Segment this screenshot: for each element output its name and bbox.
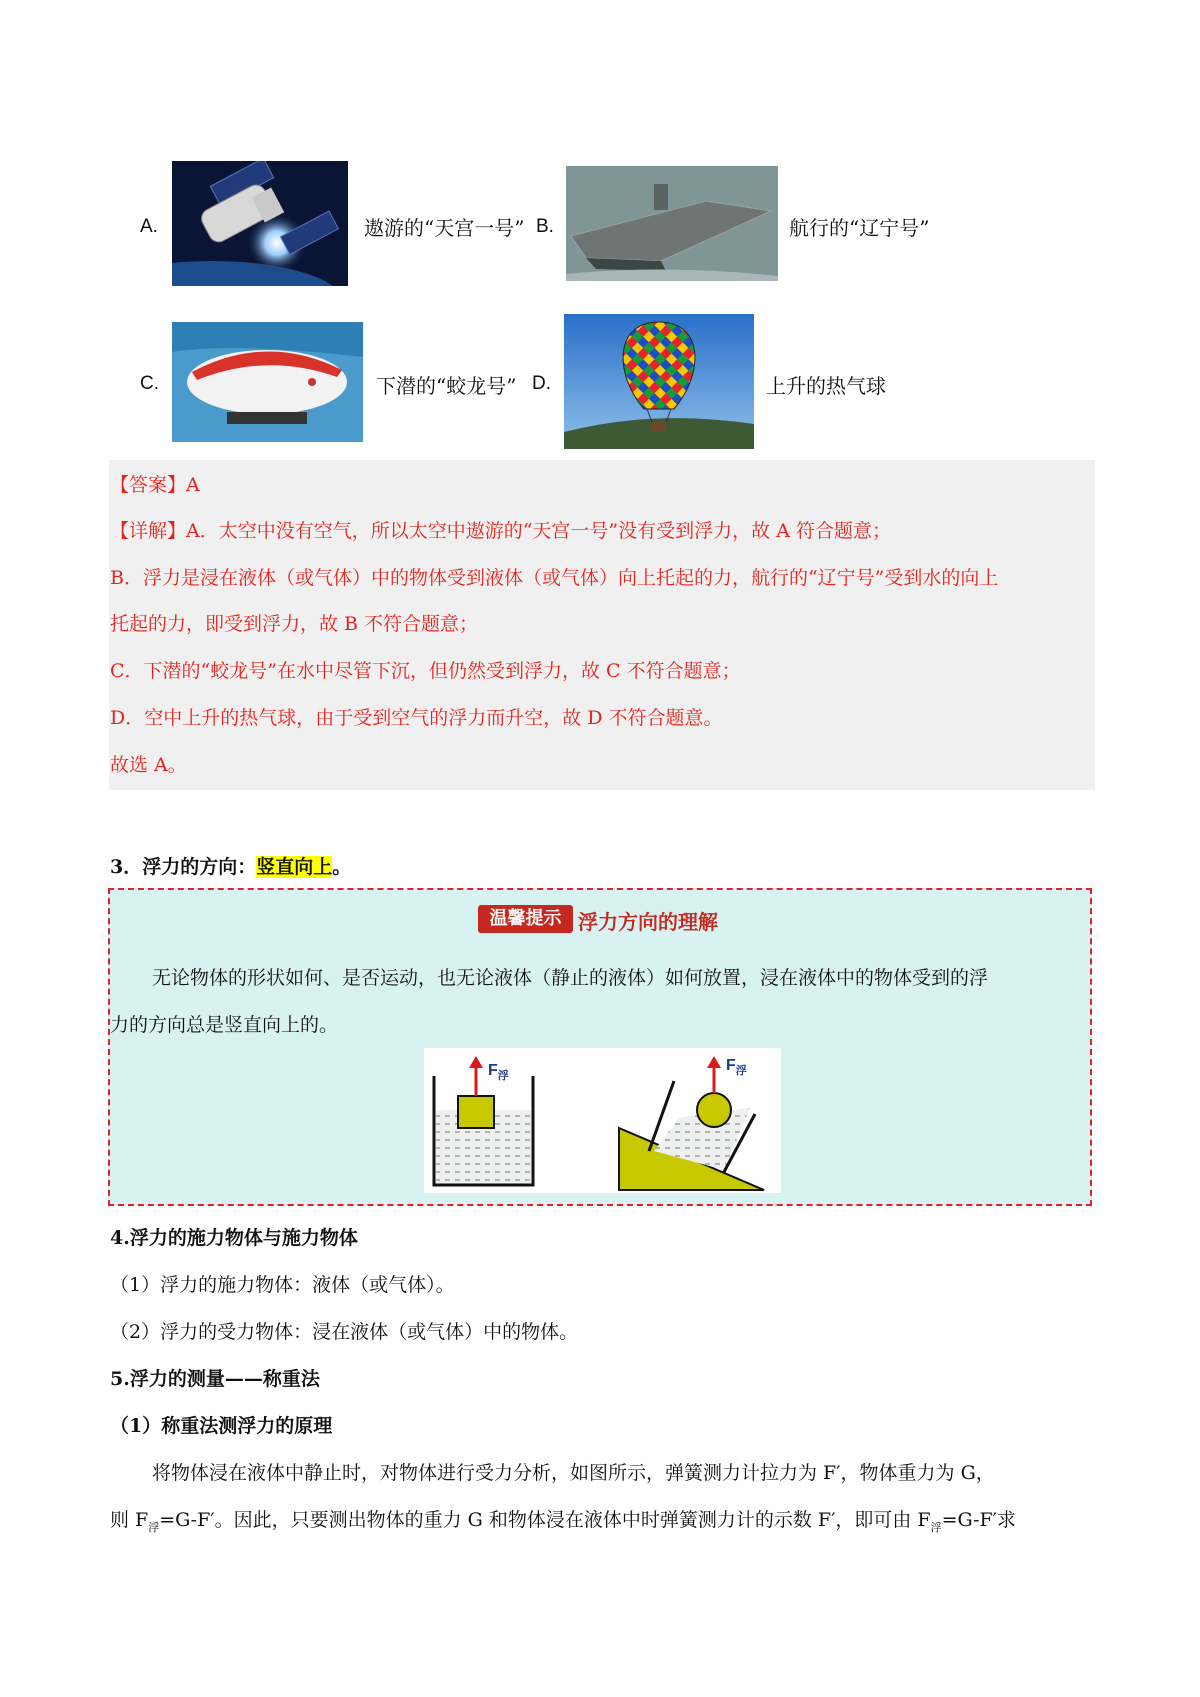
tip-line: 力的方向总是竖直向上的。 (110, 1014, 339, 1036)
submersible-photo (172, 322, 363, 442)
section-5-paragraph-line: 将物体浸在液体中静止时，对物体进行受力分析，如图所示，弹簧测力计拉力为 F′，物体重力为 G， (152, 1462, 995, 1484)
aircraft-carrier-photo (566, 166, 778, 281)
section-5-paragraph-line: 则 $F_浮=G-F'$。因此，只要测出物体的重力 G 和物体浸在液体中时弹簧测力计的示数 F′，即可由 $F_浮=G-F'$求 (110, 1509, 1016, 1534)
hot-air-balloon-photo (564, 314, 754, 449)
highlighted-direction: 竖直向上 (256, 856, 333, 878)
option-a-letter: A. (140, 216, 158, 237)
section-4-item: （1）浮力的施力物体：液体（或气体）。 (110, 1274, 455, 1296)
option-b-letter: B. (536, 216, 554, 237)
answer-label: 【答案】A (110, 474, 200, 496)
section-5-subheading: （1）称重法测浮力的原理 (110, 1415, 333, 1437)
option-d-caption: 上升的热气球 (766, 374, 886, 398)
option-b-caption: 航行的“辽宁号” (789, 216, 930, 240)
option-a-caption: 遨游的“天宫一号” (364, 216, 525, 240)
space-station-photo (172, 161, 348, 286)
option-d-letter: D. (532, 373, 551, 394)
section-4-heading: 4.浮力的施力物体与施力物体 (110, 1227, 358, 1249)
answer-detail-line: 【详解】A．太空中没有空气，所以太空中遨游的“天宫一号”没有受到浮力，故 A 符合题意； (110, 520, 891, 542)
tip-line: 无论物体的形状如何、是否运动，也无论液体（静止的液体）如何放置，浸在液体中的物体受到的浮 (152, 967, 989, 989)
force-label-right: $F_浮$ (726, 1057, 747, 1078)
answer-detail-line: C．下潜的“蛟龙号”在水中尽管下沉，但仍然受到浮力，故 C 不符合题意； (110, 660, 741, 682)
tip-title: 浮力方向的理解 (578, 910, 718, 934)
answer-detail-line: D．空中上升的热气球，由于受到空气的浮力而升空，故 D 不符合题意。 (110, 707, 723, 729)
buoyancy-diagram (424, 1048, 781, 1193)
tip-badge: 温馨提示 (478, 905, 573, 933)
answer-detail-line: B．浮力是浸在液体（或气体）中的物体受到液体（或气体）向上托起的力，航行的“辽宁号”受到水的向上 (110, 567, 999, 589)
section-3-prefix: 3．浮力的方向： (110, 856, 257, 878)
force-label-left: $F_浮$ (488, 1062, 509, 1083)
section-5-heading: 5.浮力的测量——称重法 (110, 1368, 320, 1390)
section-4-item: （2）浮力的受力物体：浸在液体（或气体）中的物体。 (110, 1321, 579, 1343)
section-3-suffix: 。 (332, 856, 352, 878)
answer-detail-line: 故选 A。 (110, 754, 187, 776)
option-c-letter: C. (140, 373, 159, 394)
section-3-heading (110, 852, 351, 879)
option-c-caption: 下潜的“蛟龙号” (376, 374, 517, 398)
answer-detail-line: 托起的力，即受到浮力，故 B 不符合题意； (110, 613, 479, 635)
